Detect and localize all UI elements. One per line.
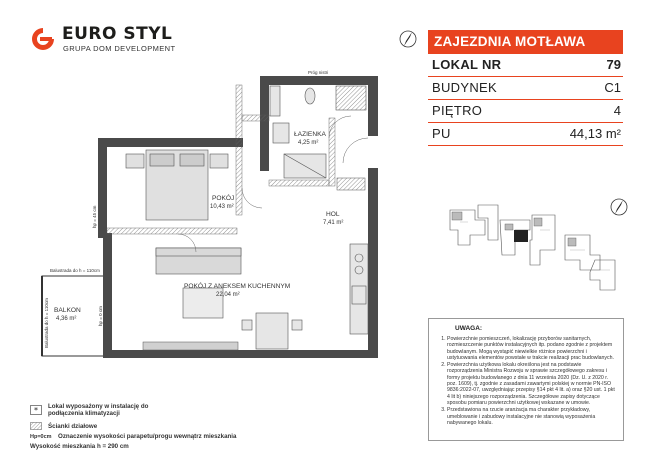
legend-item-ac: [30, 403, 168, 417]
legend-text-sill: Oznaczenie wysokości parapetu/progu wewnątrz mieszkania: [58, 433, 237, 440]
info-row-pietro: [428, 100, 623, 123]
note-item: 2. Powierzchnia użytkowa lokalu określona jest na podstawie rozporządzenia Ministra Rozwoju w sprawie szczegółowego zakresu i formy projektu budowlanego z dnia 11 września 2020 (Dz. U. z 2020 r. poz. 1609), tj. zgodnie z zasadami zawartymi polskiej w normie PN-ISO 9836:2022-07, uwzględniając przepisy §14 pkt 4 lit. a) oraz §20 ust. 1 pkt 4 lit b) niniejszego rozporządzenia. Szczegółowe zapisy dotyczące sposobu pomiaru powierzchni użytkowej wskazane w umowie.: [447, 362, 617, 406]
wardrobe: [337, 178, 365, 190]
room-area-living: 22,04 m²: [216, 292, 240, 298]
logo-mark-icon: [30, 26, 56, 52]
room-area-hall: 7,41 m²: [323, 220, 344, 226]
room-area-balcony: 4,36 m²: [56, 316, 77, 322]
kitchen-counter: [350, 244, 368, 334]
notes-list: [435, 336, 617, 426]
sill-height-label-top: hp = 45 cm: [92, 205, 97, 228]
building-location-minimap: [440, 200, 630, 300]
note-item: 1. Powierzchnie pomieszczeń, lokalizację przyborów sanitarnych, rozmieszczenie punktów instalacyjnych itp. podano zgodnie z projektem budowlanym. Mogą wystąpić niewielkie różnice powierzchni i ustytuowania elementów powstałe w trakcie realizacji prac budowlanych.: [447, 336, 617, 361]
room-area-bathroom: 4,25 m²: [298, 140, 319, 146]
info-label: PIĘTRO: [432, 103, 483, 118]
room-name-living: POKÓJ Z ANEKSEM KUCHENNYM: [184, 283, 291, 290]
hp-icon: Hp=0cm: [30, 433, 52, 440]
info-value: 44,13 m²: [569, 126, 621, 141]
balustrade-label-top: Balustrada do h = 110cm: [50, 268, 100, 273]
info-label: LOKAL NR: [432, 57, 502, 72]
legend-item-partitions: [30, 421, 97, 431]
info-row-lokal: [428, 54, 623, 77]
info-value: 4: [613, 103, 621, 118]
room-name-bathroom: ŁAZIENKA: [294, 131, 326, 138]
legend-text-ac: Lokal wyposażony w instalację do podłączenia klimatyzacji: [48, 403, 149, 417]
legend-item-sill: [30, 433, 236, 440]
highlighted-apartment-marker: [514, 230, 528, 242]
company-logo: [30, 24, 176, 54]
room-name-bedroom: POKÓJ: [212, 195, 235, 202]
sofa: [156, 248, 241, 274]
info-row-budynek: [428, 77, 623, 100]
apartment-height-note: Wysokość mieszkania h = 290 cm: [30, 443, 129, 450]
info-value: 79: [606, 57, 621, 72]
legend-text-partitions: Ścianki działowe: [48, 422, 98, 430]
info-value: C1: [604, 80, 621, 95]
apartment-info-panel: [428, 30, 623, 146]
info-label: PU: [432, 126, 451, 141]
info-label: BUDYNEK: [432, 80, 497, 95]
logo-subtitle: GRUPA DOM DEVELOPMENT: [63, 44, 176, 53]
dining-table: [242, 313, 302, 349]
logo-title: EURO STYL: [62, 24, 173, 44]
hatch-icon: [30, 421, 42, 431]
sill-height-label-mid: hp = 0 cm: [98, 306, 103, 326]
asterisk-icon: [30, 405, 42, 415]
room-area-bedroom: 10,43 m²: [210, 204, 234, 210]
floor-plan: [38, 58, 398, 378]
legend-height-note: [30, 443, 129, 450]
svg-text:*: *: [34, 406, 38, 415]
info-row-pu: [428, 123, 623, 146]
investment-name: ZAJEZDNIA MOTŁAWA: [428, 30, 623, 54]
threshold-label: Próg nistri: [308, 70, 329, 75]
balustrade-label-side: Balustrada do h = 110cm: [44, 298, 49, 348]
compass-icon: [397, 28, 419, 50]
room-name-balcony: BALKON: [54, 307, 81, 314]
tv-stand: [143, 342, 238, 350]
note-item: 3. Przedstawiona na rzucie aranżacja ma charakter przykładowy, umeblowanie i zabudowy instalacyjne nie stanowią wyposażenia nabywanego lokalu.: [447, 407, 617, 426]
room-name-hall: HOL: [326, 211, 340, 218]
notes-title: UWAGA:: [455, 325, 483, 332]
notes-box: [428, 318, 624, 441]
